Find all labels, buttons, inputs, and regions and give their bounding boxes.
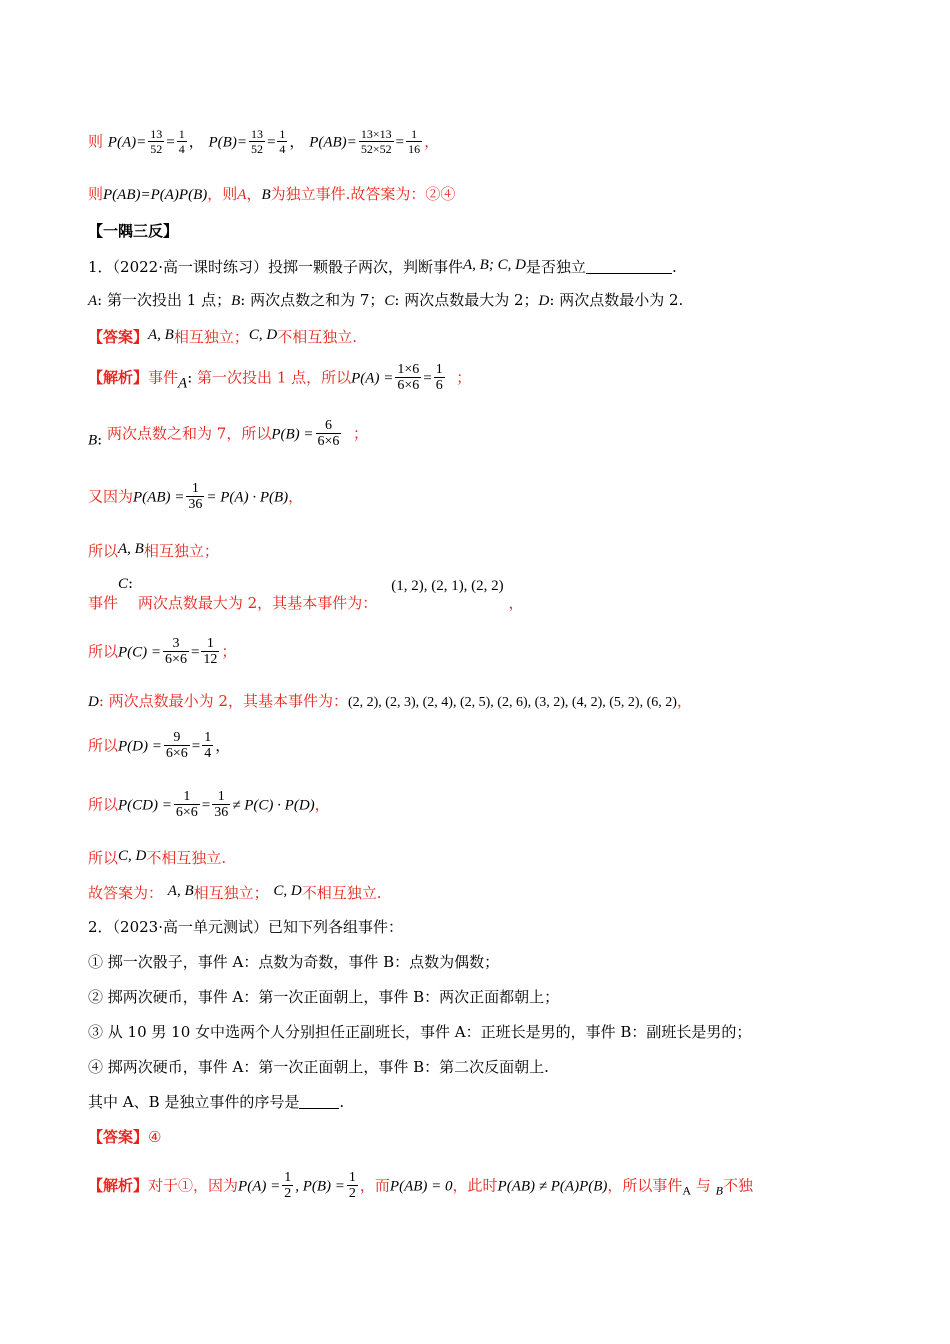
analysis-line-final-answer: 故答案为： A, B相互独立； C, D不相互独立. [88,883,382,902]
question-1-events: A: 第一次投出 1 点；B: 两次点数之和为 7；C: 两次点数最大为 2；D: 两次点数最小为 2. [88,291,684,309]
fraction: $\frac{1}{12}$ [203,636,218,668]
answer-2: 【答案】④ [88,1128,162,1146]
fraction: $\frac{1}{16}$ [408,127,421,157]
analysis-2-line-1: 【解析】对于①，因为P(A) = $\frac{1}{2}$ , P(B) = $\frac{1}{2}$ ，而P(AB) = 0，此时P(AB) ≠ P(A)P(B)，所以事件$_A$ 与 $_B$不独 [88,1170,754,1202]
fraction: $\frac{1}{6\times 6}$ [175,789,198,821]
question-2-item-1: ① 掷一次骰子，事件 A：点数为奇数，事件 B：点数为偶数； [88,953,500,971]
fraction: $\frac{1}{36}$ [214,789,229,821]
text: 则 [88,132,104,151]
analysis-line-d-events: D: 两次点数最小为 2，其基本事件为：(2, 2), (2, 3), (2, 4), (2, 5), (2, 6), (3, 2), (4, 2), (5, 2), (6, 2)， [88,692,692,710]
fraction: $\frac{1}{2}$ [348,1170,356,1202]
solution-line-probabilities: 则 P(A)= $\frac{13}{52}$ = $\frac{1}{4}$ ， P(B)= $\frac{13}{52}$ = $\frac{1}{4}$ ， P(AB)= $\frac{13\times 13}{52\times 52}$ = $\frac{1}{16}$ ， [88,127,440,157]
section-heading: 【一隅三反】 [88,222,179,240]
solution-line-conclusion: 则P(AB)=P(A)P(B)，则A，B为独立事件.故答案为：②④ [88,185,456,203]
question-2-item-2: ② 掷两次硬币，事件 A：第一次正面朝上，事件 B：两次正面都朝上； [88,988,560,1006]
analysis-line-a: 【解析】事件A: 第一次投出 1 点，所以P(A) = $\frac{1\times 6}{6\times 6}$ = $\frac{1}{6}$ ； [88,362,472,394]
math: P(A)= [107,134,147,151]
fraction: $\frac{9}{6\times 6}$ [165,730,188,762]
question-2-item-4: ④ 掷两次硬币，事件 A：第一次正面朝上，事件 B：第二次反面朝上. [88,1058,549,1076]
question-2-prompt: 其中 A、B 是独立事件的序号是 . [88,1093,345,1111]
analysis-line-pc: 所以P(C) = $\frac{3}{6\times 6}$ = $\frac{1}{12}$ ； [88,636,237,668]
math: P(B)= [208,134,247,151]
analysis-line-ab-independent: 所以A, B相互独立； [88,541,219,560]
analysis-line-c-events: 事件C: 两次点数最大为 2，其基本事件为：(1, 2), (2, 1), (2, 2) ， [88,574,524,612]
answer-blank [299,1107,339,1109]
question-2: 2．（2023·高一单元测试）已知下列各组事件： [88,918,403,936]
fraction: $\frac{1}{2}$ [284,1170,292,1202]
fraction: $\frac{1}{4}$ [204,730,212,762]
fraction: $\frac{13}{52}$ [150,127,163,157]
fraction: $\frac{1}{6}$ [435,362,443,394]
question-2-item-3: ③ 从 10 男 10 女中选两个人分别担任正副班长，事件 A：正班长是男的，事件 B：副班长是男的； [88,1023,752,1041]
fraction: $\frac{3}{6\times 6}$ [165,636,187,668]
fraction: $\frac{1}{4}$ [178,127,185,157]
fraction: $\frac{13}{52}$ [250,127,263,157]
fraction: $\frac{6}{6\times 6}$ [317,418,340,450]
math: P(AB)= [309,134,357,151]
fraction: $\frac{13\times 13}{52\times 52}$ [360,127,392,157]
analysis-line-b: B: 两次点数之和为 7，所以P(B) = $\frac{6}{6\times 6}$ ； [88,418,368,450]
analysis-line-pcd: 所以P(CD) = $\frac{1}{6\times 6}$ = $\frac{1}{36}$ ≠ P(C) · P(D)， [88,789,330,821]
analysis-line-ab: 又因为P(AB) = $\frac{1}{36}$ = P(A) · P(B)， [88,481,304,513]
fraction: $\frac{1}{4}$ [279,127,286,157]
question-1: 1．（2022·高一课时练习）投掷一颗骰子两次，判断事件A, B; C, D是否独立 . [88,257,677,276]
answer-blank [586,272,672,274]
fraction: $\frac{1}{36}$ [188,481,203,513]
analysis-line-pd: 所以P(D) = $\frac{9}{6\times 6}$ = $\frac{1}{4}$ ， [88,730,231,762]
math: P(AB)=P(A)P(B) [103,187,208,203]
analysis-line-cd-not-independent: 所以C, D不相互独立. [88,848,227,867]
answer-1: 【答案】A, B相互独立；C, D不相互独立. [88,327,357,346]
fraction: $\frac{1\times 6}{6\times 6}$ [397,362,420,394]
